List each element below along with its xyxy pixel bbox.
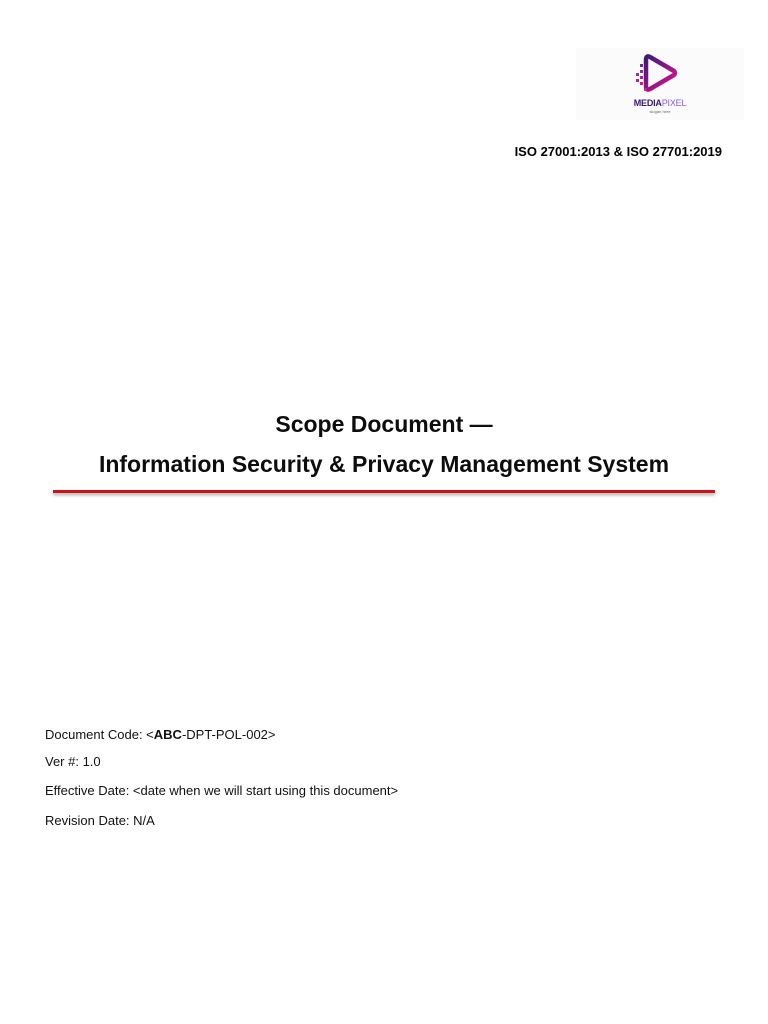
document-code-org: ABC xyxy=(153,727,182,742)
company-logo xyxy=(576,48,744,120)
logo-wordmark xyxy=(576,98,744,108)
document-code-label: Document Code: < xyxy=(45,727,154,742)
document-code-rest: -DPT-POL-002> xyxy=(181,727,276,742)
play-pixel-icon xyxy=(636,54,678,92)
revision-date: Revision Date: N/A xyxy=(45,813,155,828)
logo-tagline: slogan here xyxy=(649,109,671,114)
logo-brand-dark: MEDIA xyxy=(633,98,662,108)
document-version: Ver #: 1.0 xyxy=(45,754,101,769)
logo-brand-light: PIXEL xyxy=(661,98,687,108)
document-code xyxy=(45,727,276,742)
iso-standards-heading: ISO 27001:2013 & ISO 27701:2019 xyxy=(514,144,722,159)
title-underline-divider xyxy=(53,490,715,493)
title-line-1: Scope Document — xyxy=(275,411,493,437)
effective-date: Effective Date: <date when we will start using this document> xyxy=(45,783,399,798)
document-title xyxy=(0,404,768,484)
title-line-2: Information Security & Privacy Management System xyxy=(98,451,670,477)
